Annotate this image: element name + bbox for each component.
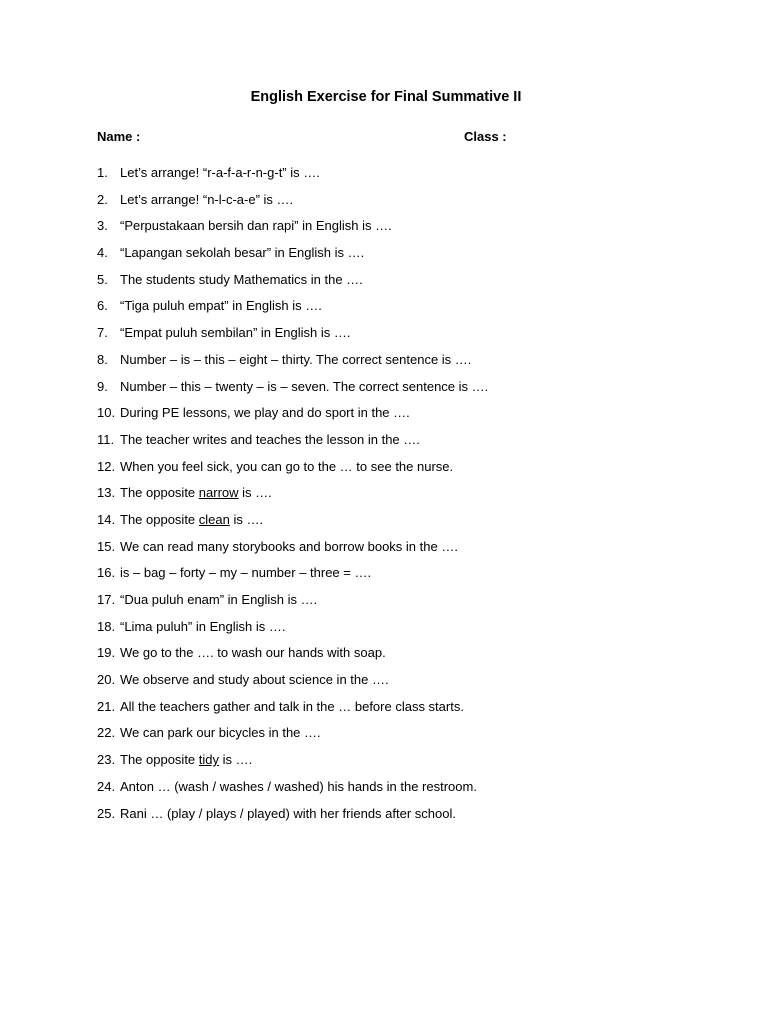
question-number: 3. [97,218,108,234]
question-text [120,432,420,447]
question-number: 4. [97,245,108,261]
question-number: 7. [97,325,108,341]
question-number: 8. [97,351,108,367]
question-number: 10. [97,405,116,421]
question-text [120,806,456,821]
question-text-segment: is …. [219,752,253,768]
question-text-segment: The opposite [120,485,199,501]
question-item [97,163,488,190]
question-text [120,725,321,740]
question-text-segment: Anton … (wash / washes / washed) his hands in the restroom. [120,778,477,794]
question-item [97,643,488,670]
question-text [120,779,477,794]
question-item [97,296,488,323]
question-number: 9. [97,378,108,394]
question-number: 2. [97,191,108,207]
question-number: 25. [97,805,116,821]
question-number: 6. [97,298,108,314]
question-text [120,165,320,180]
question-text-segment: “Dua puluh enam” in English is …. [120,592,318,607]
question-text [120,565,371,580]
question-number: 12. [97,458,116,474]
question-text-segment: is …. [238,485,272,501]
question-item [97,804,488,831]
question-number: 24. [97,778,116,794]
question-text-segment: During PE lessons, we play and do sport in the …. [120,405,410,421]
question-item [97,510,488,537]
question-number: 18. [97,618,116,634]
underlined-word: narrow [198,485,239,501]
question-text-segment: Number – is – this – eight – thirty. The correct sentence is …. [120,351,472,367]
question-text-segment: We can read many storybooks and borrow books in the …. [120,538,458,554]
question-item [97,563,488,590]
question-item [97,777,488,804]
question-item [97,323,488,350]
question-number: 20. [97,672,116,688]
question-text [120,645,386,660]
question-number: 22. [97,725,116,741]
question-text-segment: When you feel sick, you can go to the … to see the nurse. [120,458,454,474]
question-number: 19. [97,645,116,661]
class-field-label: Class : [464,129,507,144]
question-item [97,403,488,430]
question-number: 23. [97,752,116,768]
question-item [97,537,488,564]
question-text-segment: “Lima puluh” in English is …. [120,618,286,634]
question-item [97,430,488,457]
question-text-segment: Rani … (play / plays / played) with her friends after school. [120,805,456,821]
underlined-word: tidy [198,752,220,768]
question-item [97,670,488,697]
question-text [120,485,272,500]
question-item [97,270,488,297]
question-text [120,619,285,634]
question-text-segment: We go to the …. to wash our hands with soap. [120,645,386,661]
question-item [97,243,488,270]
question-item [97,617,488,644]
question-item [97,723,488,750]
question-text-segment: All the teachers gather and talk in the … before class starts. [120,698,464,714]
question-text [120,245,364,260]
name-field-label: Name : [97,129,141,144]
question-number: 13. [97,485,116,501]
question-item [97,590,488,617]
question-text [120,325,351,340]
question-item [97,216,488,243]
question-text-segment: Let’s arrange! “r-a-f-a-r-n-g-t” is …. [120,165,320,180]
question-text-segment: We observe and study about science in the …. [120,672,389,688]
question-text-segment: The opposite [120,511,199,527]
question-text-segment: The teacher writes and teaches the lesson in the …. [120,431,420,447]
question-number: 11. [97,431,115,447]
question-item [97,457,488,484]
question-item [97,350,488,377]
underlined-word: clean [198,511,230,527]
question-text [120,192,293,207]
question-text [120,218,392,233]
question-item [97,483,488,510]
question-text [120,592,317,607]
question-text-segment: Number – this – twenty – is – seven. The correct sentence is …. [120,378,489,394]
question-number: 17. [97,592,116,607]
page-title: English Exercise for Final Summative II [250,89,522,105]
question-text [120,379,488,394]
question-text-segment: The opposite [120,752,199,768]
question-text-segment: “Empat puluh sembilan” in English is …. [120,325,351,341]
question-text-segment: The students study Mathematics in the …. [120,271,363,287]
question-text [120,512,263,527]
question-list [97,163,488,830]
question-number: 5. [97,271,108,287]
question-text-segment: We can park our bicycles in the …. [120,725,321,741]
question-item [97,377,488,404]
question-text [120,352,471,367]
question-text [120,752,252,767]
question-number: 21. [97,698,116,714]
question-text-segment: “Lapangan sekolah besar” in English is …. [120,245,365,261]
question-text [120,459,453,474]
question-text [120,699,464,714]
question-text [120,672,389,687]
question-text-segment: is …. [229,511,264,527]
question-text [120,539,458,554]
question-item [97,697,488,724]
question-number: 15. [97,538,116,554]
question-text-segment: is – bag – forty – my – number – three = …. [120,565,372,581]
question-text-segment: “Tiga puluh empat” in English is …. [120,298,322,314]
question-text-segment: “Perpustakaan bersih dan rapi” in English is …. [120,218,392,234]
question-text-segment: Let’s arrange! “n-l-c-a-e” is …. [120,191,294,207]
question-item [97,190,488,217]
question-number: 1. [97,165,108,180]
question-number: 16. [97,565,116,581]
question-text [120,298,322,313]
question-text [120,272,363,287]
question-number: 14. [97,511,116,527]
question-text [120,405,410,420]
question-item [97,750,488,777]
